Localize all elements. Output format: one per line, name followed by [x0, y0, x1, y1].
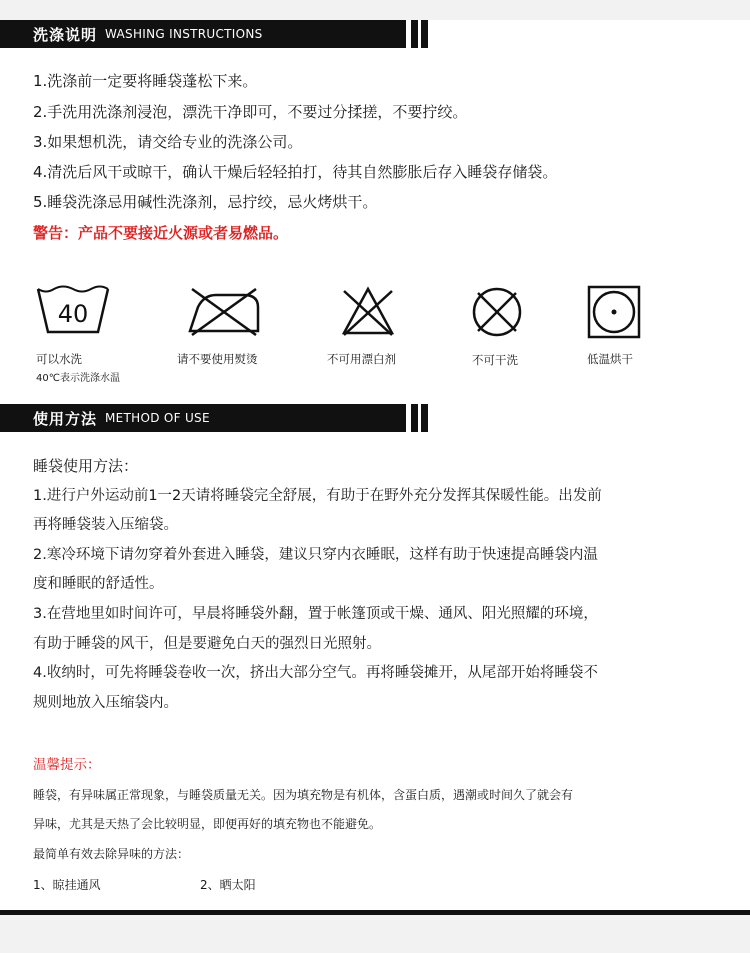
method-line: 规则地放入压缩袋内。 [33, 695, 178, 711]
top-background-strip [0, 0, 750, 20]
washing-title-en: WASHING INSTRUCTIONS [105, 27, 263, 41]
method-line: 2.寒冷环境下请勿穿着外套进入睡袋，建议只穿内衣睡眠，这样有助于快速提高睡袋内温 [33, 547, 598, 563]
method-line: 1.进行户外运动前1一2天请将睡袋完全舒展，有助于在野外充分发挥其保暖性能。出发前 [33, 488, 602, 504]
header-stripe [421, 20, 428, 48]
method-title-en: METHOD OF USE [105, 411, 210, 425]
wash-40-icon [36, 285, 110, 341]
washing-section-header [0, 20, 430, 48]
method-title-cn: 使用方法 [33, 409, 98, 428]
tips-line: 异味，尤其是天热了会比较明显，即便再好的填充物也不能避免。 [33, 817, 382, 831]
tips-line: 睡袋，有异味属正常现象，与睡袋质量无关。因为填充物是有机体，含蛋白质，遇潮或时间久了就会有 [33, 788, 574, 802]
method-line: 度和睡眠的舒适性。 [33, 576, 164, 592]
method-section-header [0, 404, 430, 432]
tumble-label: 低温烘干 [587, 352, 633, 366]
washing-item-4: 4.清洗后风干或晾干，确认干燥后轻轻拍打，待其自然膨胀后存入睡袋存储袋。 [33, 163, 558, 181]
washing-item-3: 3.如果想机洗，请交给专业的洗涤公司。 [33, 133, 303, 151]
bottom-background-strip [0, 915, 750, 953]
method-line: 再将睡袋装入压缩袋。 [33, 517, 178, 533]
tips-method-1: 1、晾挂通风 [33, 878, 101, 892]
header-bar [0, 404, 406, 432]
header-stripe [411, 404, 418, 432]
method-line: 有助于睡袋的风干，但是要避免白天的强烈日光照射。 [33, 636, 381, 652]
header-bar [0, 20, 406, 48]
no-iron-icon [186, 285, 262, 343]
washing-item-1: 1.洗涤前一定要将睡袋蓬松下来。 [33, 72, 258, 90]
wash-label: 可以水洗 [36, 352, 82, 366]
iron-label: 请不要使用熨烫 [177, 352, 258, 366]
warning-text: 警告：产品不要接近火源或者易燃品。 [33, 224, 289, 242]
tips-line: 最简单有效去除异味的方法： [33, 847, 190, 861]
header-stripe [421, 404, 428, 432]
dryclean-label: 不可干洗 [472, 353, 518, 367]
method-line: 4.收纳时，可先将睡袋卷收一次，挤出大部分空气。再将睡袋摊开，从尾部开始将睡袋不 [33, 665, 598, 681]
no-bleach-icon [340, 285, 396, 343]
washing-item-5: 5.睡袋洗涤忌用碱性洗涤剂，忌拧绞，忌火烤烘干。 [33, 193, 378, 211]
no-dryclean-icon [469, 285, 525, 343]
tumble-dry-low-icon [587, 285, 641, 343]
tips-title: 温馨提示： [33, 757, 101, 773]
tips-method-2: 2、晒太阳 [200, 878, 256, 892]
wash-note: 40℃表示洗涤水温 [36, 373, 120, 384]
svg-text:40: 40 [57, 300, 89, 328]
bleach-label: 不可用漂白剂 [327, 352, 396, 366]
header-stripe [411, 20, 418, 48]
washing-item-2: 2.手洗用洗涤剂浸泡，漂洗干净即可，不要过分揉搓，不要拧绞。 [33, 103, 468, 121]
washing-title-cn: 洗涤说明 [33, 25, 98, 44]
method-line: 3.在营地里如时间许可，早晨将睡袋外翻，置于帐篷顶或干燥、通风、阳光照耀的环境， [33, 606, 598, 622]
method-heading: 睡袋使用方法： [33, 457, 139, 475]
